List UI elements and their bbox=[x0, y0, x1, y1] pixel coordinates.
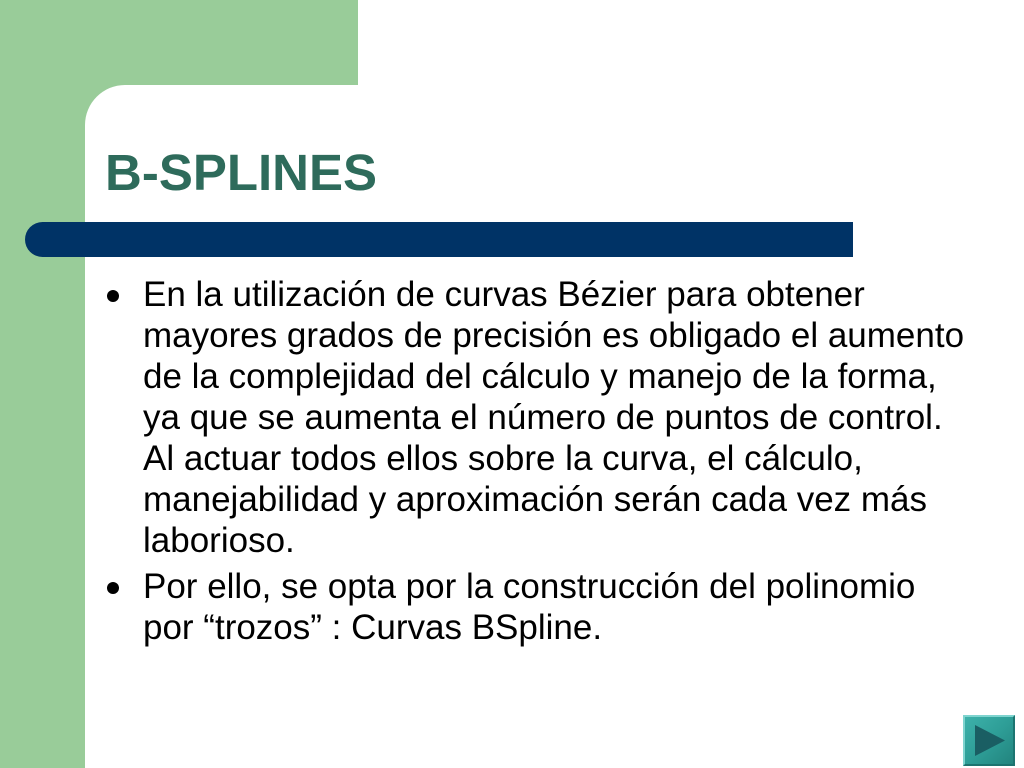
bullet-line: laborioso. bbox=[143, 521, 295, 560]
title-underline-bar bbox=[25, 222, 853, 257]
bullet-line: manejabilidad y aproximación serán cada vez más bbox=[143, 480, 928, 519]
next-slide-button[interactable] bbox=[963, 715, 1015, 766]
decorative-green-band-left bbox=[0, 0, 85, 768]
bullet-item bbox=[143, 274, 1003, 561]
bullet-icon bbox=[107, 582, 119, 594]
bullet-line: En la utilización de curvas Bézier para obtener bbox=[143, 275, 865, 314]
next-slide-icon bbox=[965, 717, 1013, 764]
bullet-line: Al actuar todos ellos sobre la curva, el cálculo, bbox=[143, 439, 863, 478]
bullet-line: por “trozos” : Curvas BSpline. bbox=[143, 608, 603, 647]
bullet-item bbox=[143, 566, 1003, 648]
bullet-line: mayores grados de precisión es obligado el aumento bbox=[143, 316, 965, 355]
slide-title: B-SPLINES bbox=[105, 144, 378, 201]
bullet-line: ya que se aumenta el número de puntos de control. bbox=[143, 398, 943, 437]
bullet-line: de la complejidad del cálculo y manejo de la forma, bbox=[143, 357, 937, 396]
bullet-line: Por ello, se opta por la construcción del polinomio bbox=[143, 567, 916, 606]
bullet-icon bbox=[107, 290, 119, 302]
